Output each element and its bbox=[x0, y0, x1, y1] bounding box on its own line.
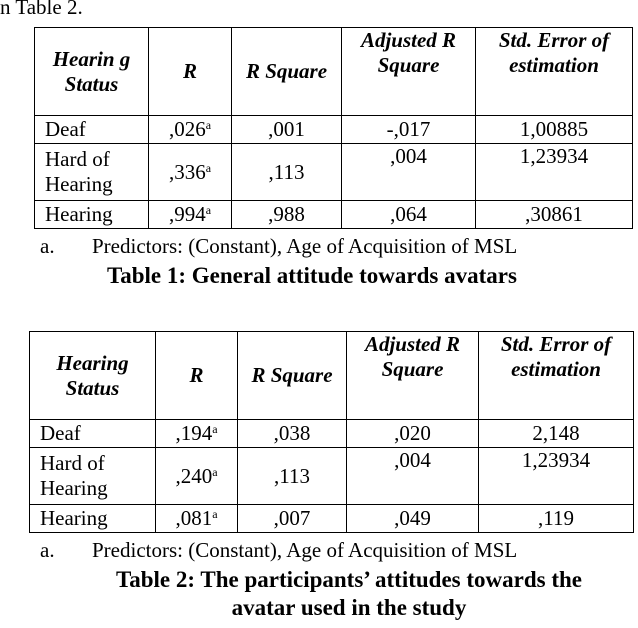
header-hearing-status: Hearing Status bbox=[30, 332, 156, 420]
cell-std-error: 2,148 bbox=[479, 420, 634, 448]
cell-std-error: ,119 bbox=[479, 505, 634, 533]
cell-adjusted: ,004 bbox=[342, 144, 476, 201]
cell-r: ,994$^a$ bbox=[149, 201, 232, 229]
table-row bbox=[30, 448, 634, 505]
cell-r-square: ,038 bbox=[238, 420, 347, 448]
cell-r: ,026$^a$ bbox=[149, 116, 232, 144]
intro-text: n Table 2. bbox=[0, 0, 83, 19]
table-header-row bbox=[35, 28, 633, 116]
header-hearing-status: Hearin g Status bbox=[35, 28, 149, 116]
table-1-caption: Table 1: General attitude towards avatars bbox=[107, 263, 517, 288]
header-r: R bbox=[156, 332, 238, 420]
cell-std-error: 1,23934 bbox=[476, 144, 633, 201]
table-row bbox=[35, 144, 633, 201]
cell-status: Hearing bbox=[35, 201, 149, 229]
cell-adjusted: ,064 bbox=[342, 201, 476, 229]
table-header-row bbox=[30, 332, 634, 420]
cell-r-square: ,988 bbox=[232, 201, 342, 229]
cell-r: ,194$^a$ bbox=[156, 420, 238, 448]
cell-std-error: 1,23934 bbox=[479, 448, 634, 505]
cell-status: Hearing bbox=[30, 505, 156, 533]
cell-adjusted: ,020 bbox=[347, 420, 479, 448]
table-2 bbox=[29, 331, 634, 533]
cell-adjusted: ,004 bbox=[347, 448, 479, 505]
table-1-footnote: a. Predictors: (Constant), Age of Acquisition of MSL bbox=[40, 234, 518, 258]
table-2-caption bbox=[60, 566, 638, 622]
header-r-square: R Square bbox=[238, 332, 347, 420]
table-row bbox=[35, 201, 633, 229]
header-std-error: Std. Error of estimation bbox=[476, 28, 633, 116]
header-adjusted-r-square: Adjusted R Square bbox=[342, 28, 476, 116]
table-1 bbox=[34, 27, 633, 229]
header-std-error: Std. Error of estimation bbox=[479, 332, 634, 420]
table-2-caption-line-1: Table 2: The participants’ attitudes towards the bbox=[116, 567, 582, 592]
cell-r-square: ,113 bbox=[238, 448, 347, 505]
cell-r-square: ,007 bbox=[238, 505, 347, 533]
table-2-footnote: a. Predictors: (Constant), Age of Acquisition of MSL bbox=[40, 538, 518, 562]
header-r: R bbox=[149, 28, 232, 116]
header-adjusted-r-square: Adjusted R Square bbox=[347, 332, 479, 420]
cell-adjusted: ,049 bbox=[347, 505, 479, 533]
cell-std-error: ,30861 bbox=[476, 201, 633, 229]
table-row bbox=[35, 116, 633, 144]
cell-r: ,240$^a$ bbox=[156, 448, 238, 505]
cell-status: Hard of Hearing bbox=[35, 144, 149, 201]
cell-status: Hard of Hearing bbox=[30, 448, 156, 505]
table-row bbox=[30, 420, 634, 448]
cell-r: ,336$^a$ bbox=[149, 144, 232, 201]
table-row bbox=[30, 505, 634, 533]
cell-status: Deaf bbox=[35, 116, 149, 144]
cell-std-error: 1,00885 bbox=[476, 116, 633, 144]
table-2-caption-line-2: avatar used in the study bbox=[231, 595, 467, 620]
cell-adjusted: -,017 bbox=[342, 116, 476, 144]
cell-status: Deaf bbox=[30, 420, 156, 448]
cell-r-square: ,113 bbox=[232, 144, 342, 201]
cell-r-square: ,001 bbox=[232, 116, 342, 144]
cell-r: ,081$^a$ bbox=[156, 505, 238, 533]
header-r-square: R Square bbox=[232, 28, 342, 116]
